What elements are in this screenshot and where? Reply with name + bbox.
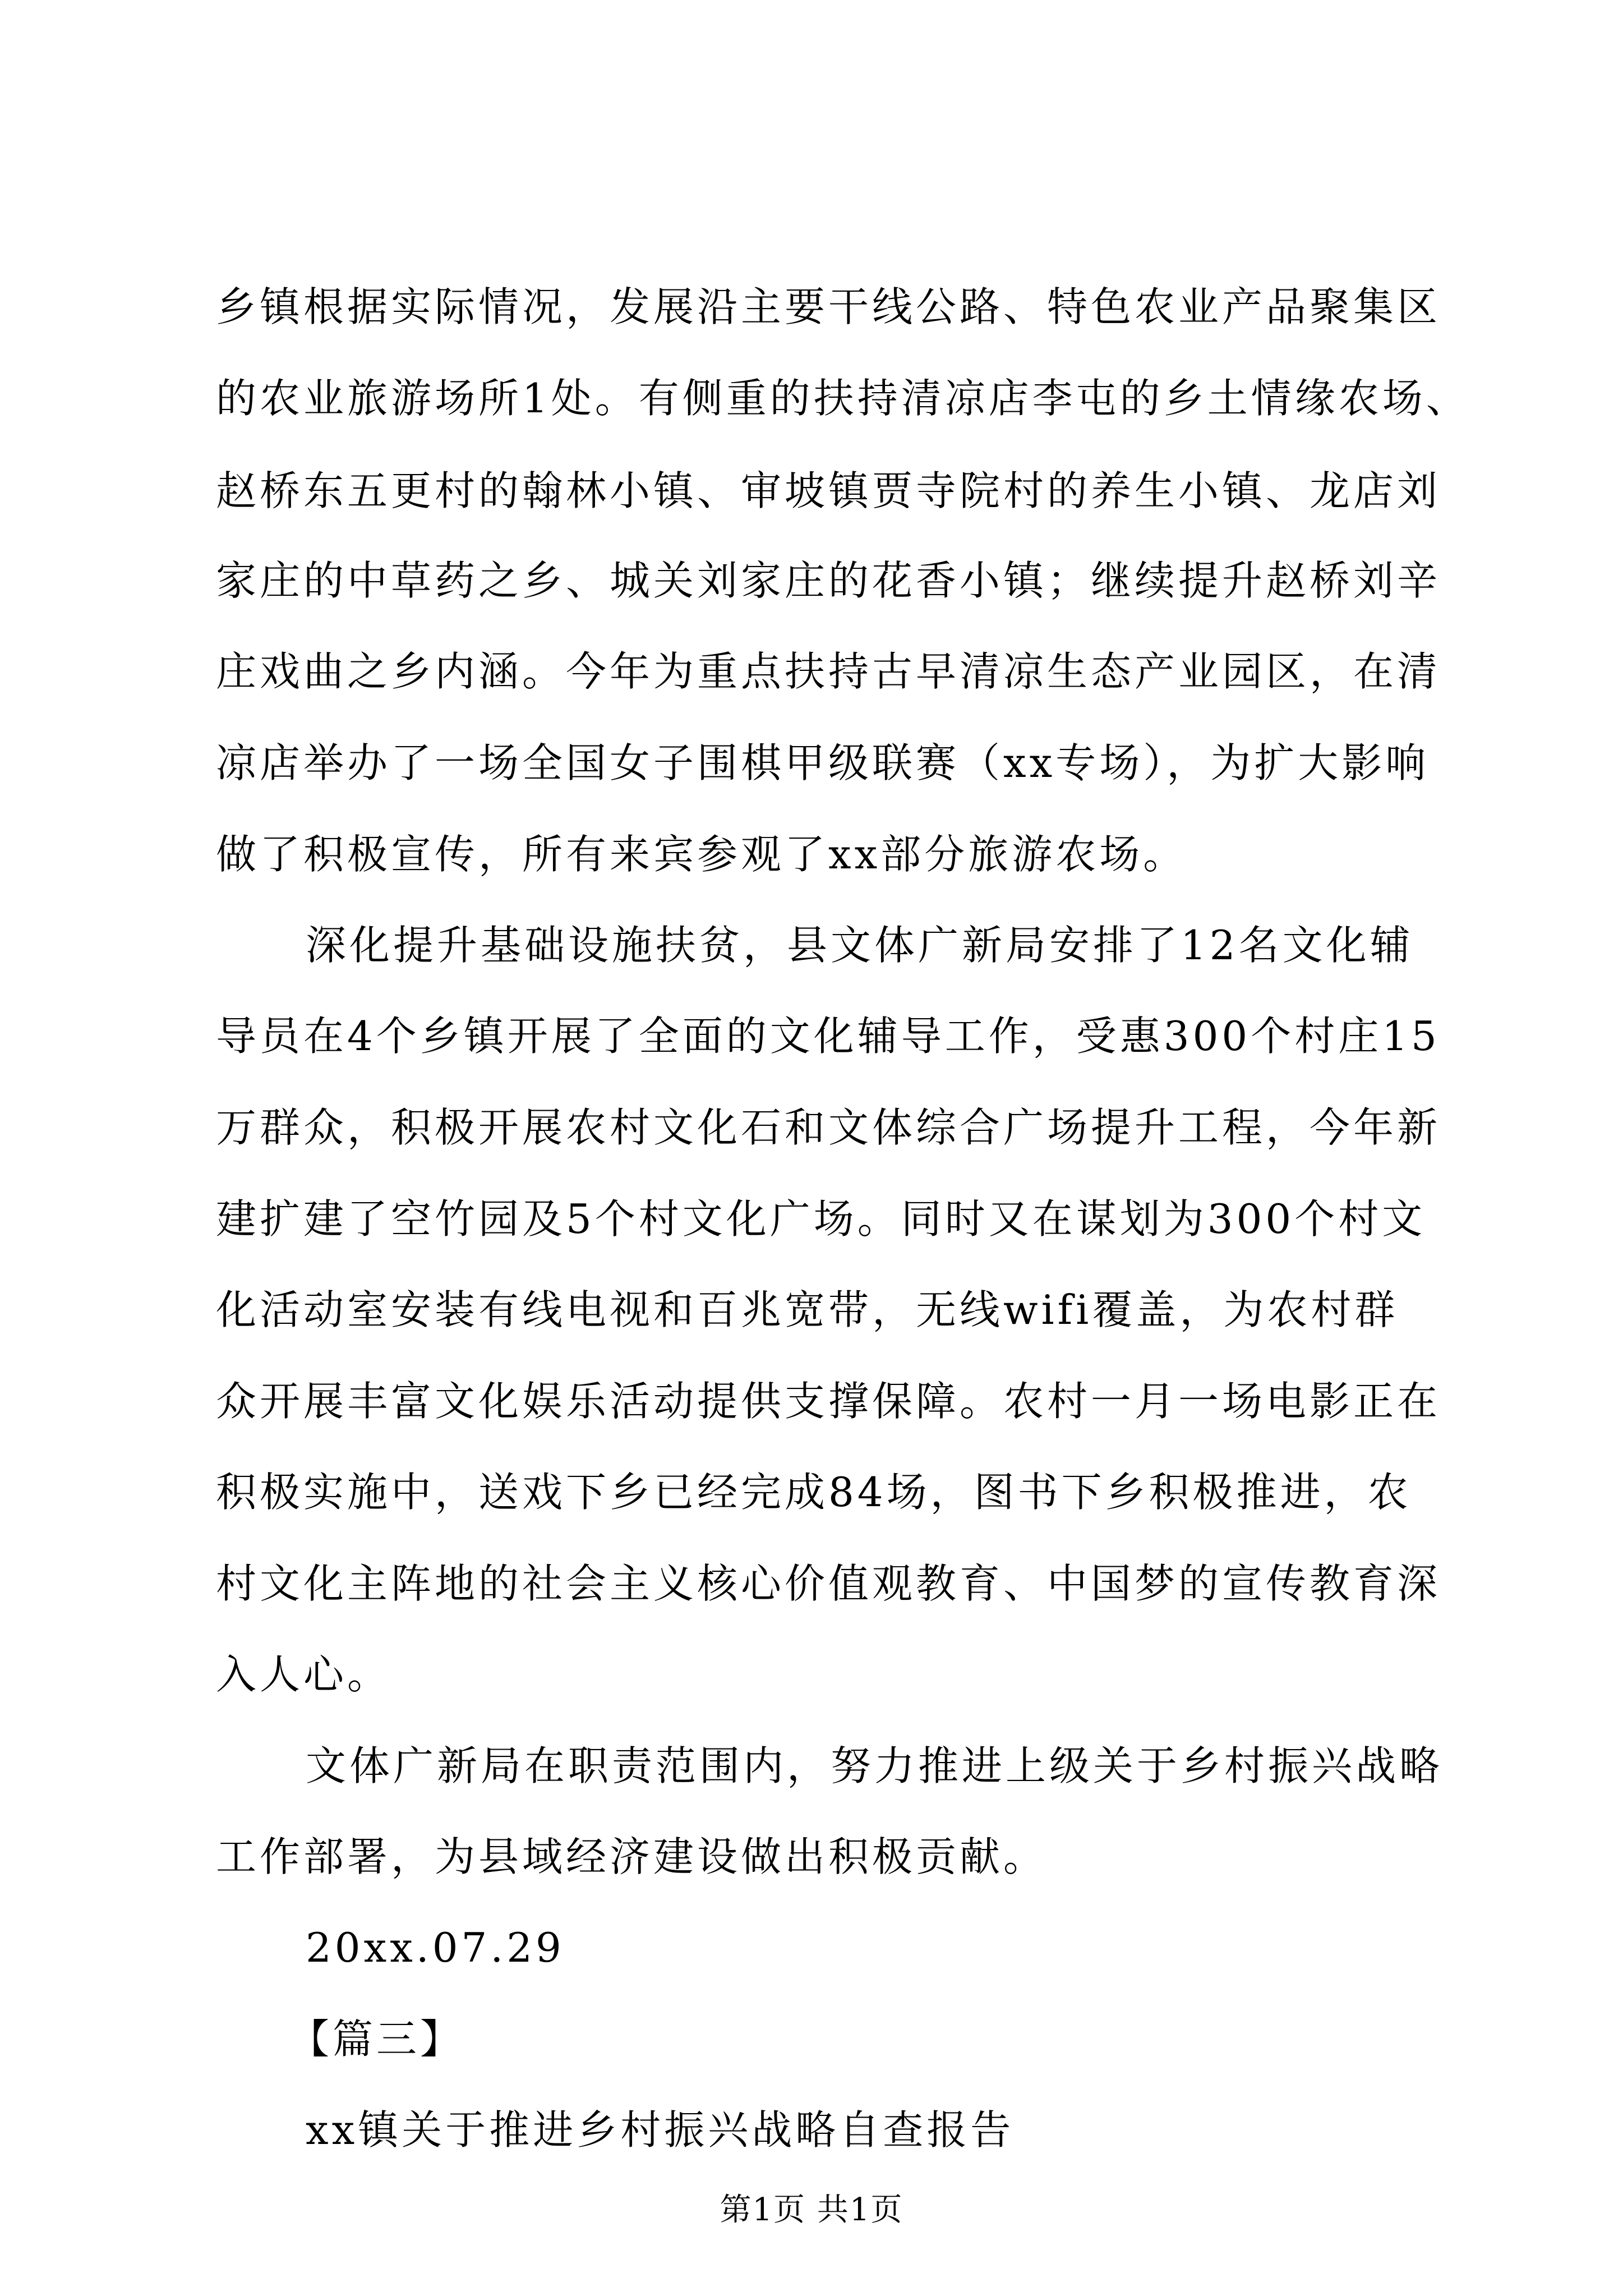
body-text-line: 乡镇根据实际情况，发展沿主要干线公路、特色农业产品聚集区 — [216, 283, 1441, 330]
body-text-line: 化活动室安装有线电视和百兆宽带，无线wifi覆盖，为农村群 — [216, 1286, 1399, 1333]
body-text-line: 凉店举办了一场全国女子围棋甲级联赛（xx专场），为扩大影响 — [216, 739, 1430, 786]
body-text-line: 文体广新局在职责范围内，努力推进上级关于乡村振兴战略 — [306, 1742, 1444, 1789]
body-text-line: 家庄的中草药之乡、城关刘家庄的花香小镇；继续提升赵桥刘辛 — [216, 557, 1441, 604]
document-date: 20xx.07.29 — [306, 1924, 565, 1971]
body-text-line: 众开展丰富文化娱乐活动提供支撑保障。农村一月一场电影正在 — [216, 1378, 1441, 1425]
section-marker: 【篇三】 — [289, 2016, 464, 2063]
body-text-line: 工作部署，为县域经济建设做出积极贡献。 — [216, 1833, 1048, 1880]
body-text-line: 积极实施中，送戏下乡已经完成84场，图书下乡积极推进，农 — [216, 1469, 1412, 1516]
page-footer: 第1页 共1页 — [720, 2192, 903, 2228]
body-text-line: 赵桥东五更村的翰林小镇、审坡镇贾寺院村的养生小镇、龙店刘 — [216, 467, 1441, 514]
body-text-line: 村文化主阵地的社会主义核心价值观教育、中国梦的宣传教育深 — [216, 1560, 1441, 1607]
body-text-line: 建扩建了空竹园及5个村文化广场。同时又在谋划为300个村文 — [216, 1195, 1426, 1243]
body-text-line: 万群众，积极开展农村文化石和文体综合广场提升工程，今年新 — [216, 1104, 1441, 1151]
body-text-line: 深化提升基础设施扶贫，县文体广新局安排了12名文化辅 — [306, 922, 1414, 969]
body-text-line: 导员在4个乡镇开展了全面的文化辅导工作，受惠300个村庄15 — [216, 1013, 1440, 1060]
body-text-line: 做了积极宣传，所有来宾参观了xx部分旅游农场。 — [216, 831, 1187, 878]
section-title: xx镇关于推进乡村振兴战略自查报告 — [306, 2106, 1015, 2154]
body-text-line: 的农业旅游场所1处。有侧重的扶持清凉店李屯的乡土情缘农场、 — [216, 375, 1470, 422]
body-text-line: 庄戏曲之乡内涵。今年为重点扶持古早清凉生态产业园区，在清 — [216, 648, 1441, 695]
body-text-line: 入人心。 — [216, 1651, 391, 1698]
